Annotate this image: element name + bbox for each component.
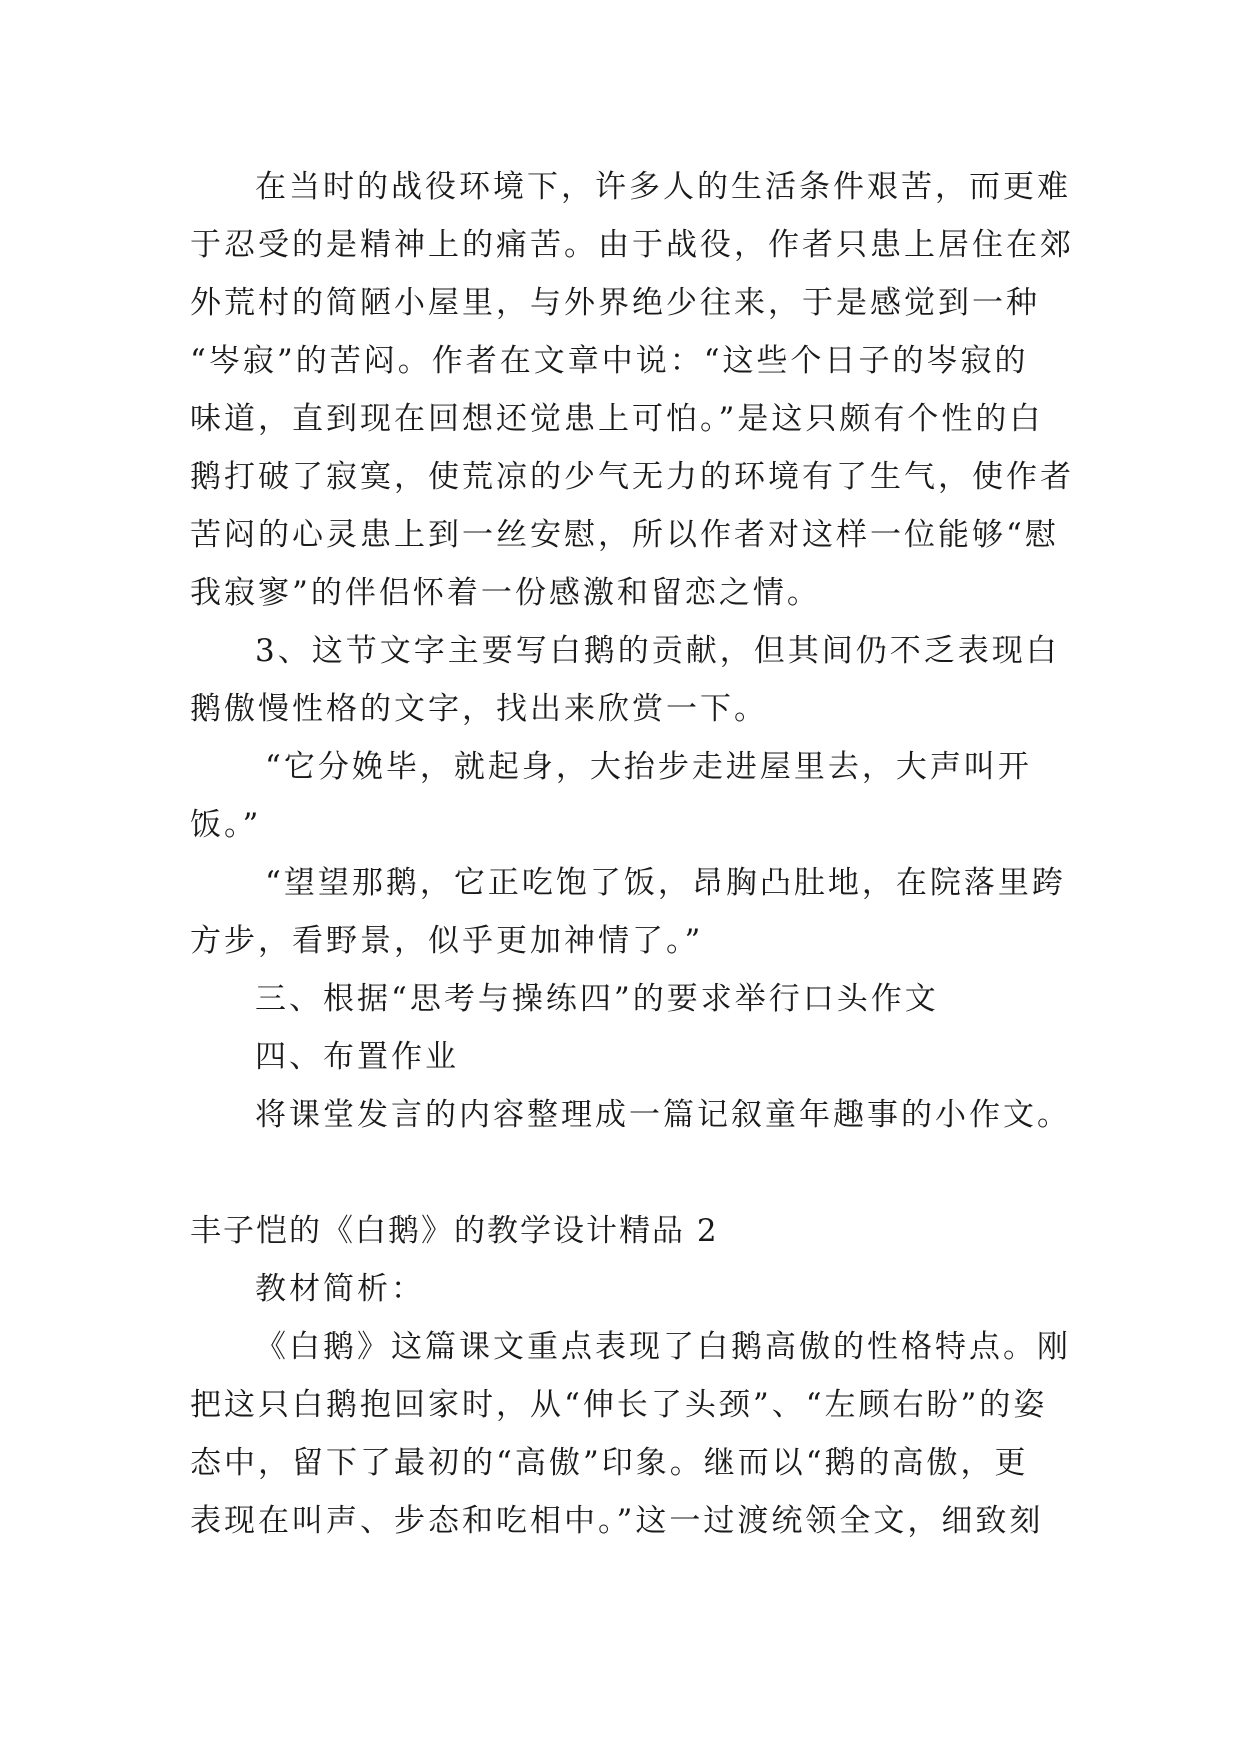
quote-line: “望望那鹅，它正吃饱了饭，昂胸凸肚地，在院落里跨 bbox=[265, 865, 1066, 901]
text-line: 将课堂发言的内容整理成一篇记叙童年趣事的小作文。 bbox=[255, 1097, 1071, 1133]
text-line: 味道，直到现在回想还觉患上可怕。”是这只颇有个性的白 bbox=[190, 401, 1044, 437]
text-line: 态中，留下了最初的“高傲”印象。继而以“鹅的高傲，更 bbox=[190, 1445, 1029, 1481]
text-line: 我寂寥”的伴侣怀着一份感激和留恋之情。 bbox=[190, 575, 821, 611]
text-line: 在当时的战役环境下，许多人的生活条件艰苦，而更难 bbox=[255, 169, 1071, 205]
text-line: 鹅打破了寂寞，使荒凉的少气无力的环境有了生气，使作者 bbox=[190, 459, 1074, 495]
text-line: 3、这节文字主要写白鹅的贡献，但其间仍不乏表现白 bbox=[255, 633, 1060, 669]
text-line: 外荒村的简陋小屋里，与外界绝少往来，于是感觉到一种 bbox=[190, 285, 1040, 321]
section-heading: 三、根据“思考与操练四”的要求举行口头作文 bbox=[255, 981, 939, 1017]
text-line: 于忍受的是精神上的痛苦。由于战役，作者只患上居住在郊 bbox=[190, 227, 1074, 263]
subheading: 教材简析： bbox=[255, 1271, 425, 1307]
section-heading: 四、布置作业 bbox=[255, 1039, 459, 1075]
article-title: 丰子恺的《白鹅》的教学设计精品 2 bbox=[190, 1213, 719, 1249]
text-line: 苦闷的心灵患上到一丝安慰，所以作者对这样一位能够“慰 bbox=[190, 517, 1059, 553]
text-line: 鹅傲慢性格的文字，找出来欣赏一下。 bbox=[190, 691, 768, 727]
quote-line: 方步，看野景，似乎更加神情了。” bbox=[190, 923, 704, 959]
text-line: 《白鹅》这篇课文重点表现了白鹅高傲的性格特点。刚 bbox=[255, 1329, 1071, 1365]
quote-line: “它分娩毕，就起身，大抬步走进屋里去，大声叫开 bbox=[265, 749, 1032, 785]
text-line: 表现在叫声、步态和吃相中。”这一过渡统领全文，细致刻 bbox=[190, 1503, 1044, 1539]
text-line: 把这只白鹅抱回家时，从“伸长了头颈”、“左顾右盼”的姿 bbox=[190, 1387, 1048, 1423]
quote-line: 饭。” bbox=[190, 807, 262, 843]
text-line: “岑寂”的苦闷。作者在文章中说：“这些个日子的岑寂的 bbox=[190, 343, 1029, 379]
